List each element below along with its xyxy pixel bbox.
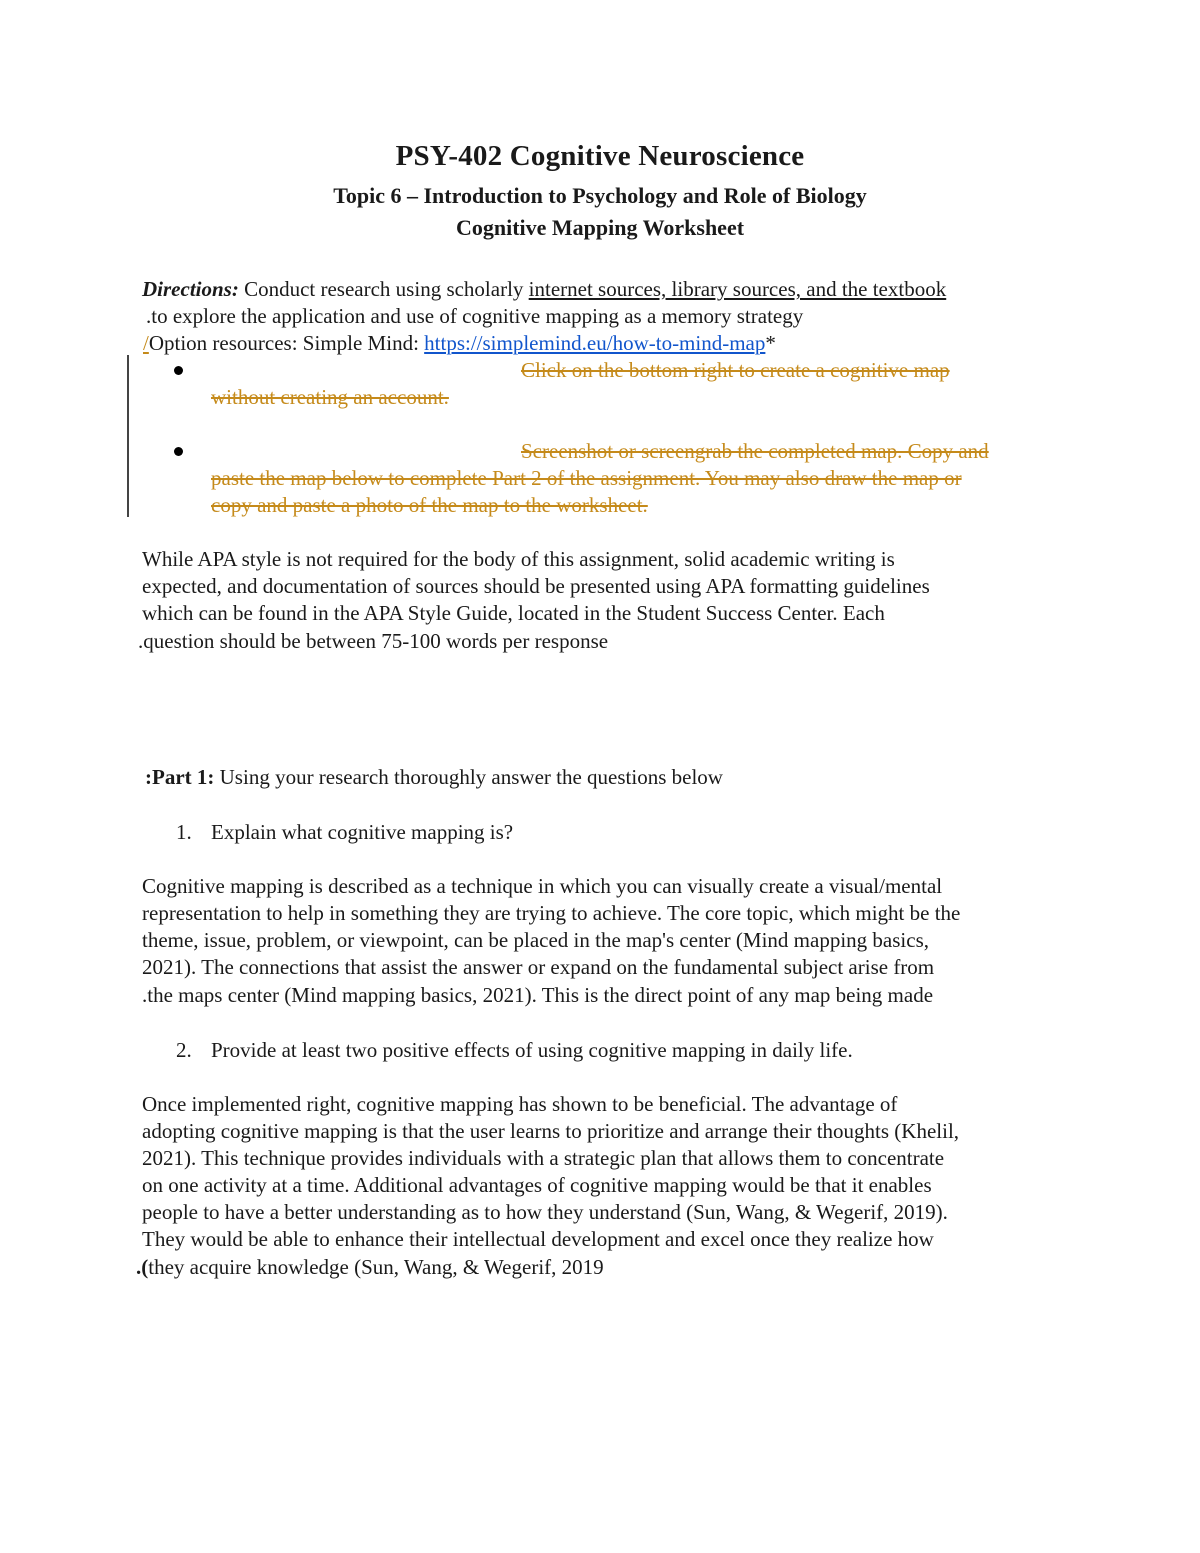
apa-note-line: which can be found in the APA Style Guide, located in the Student Success Center. Each [142, 601, 885, 625]
bullet2-line-1: Screenshot or screengrab the completed map. Copy and [521, 439, 989, 463]
answer-2-last-text: they acquire knowledge (Sun, Wang, & Wegerif, 2019 [148, 1255, 604, 1279]
directions-line-1 [142, 276, 946, 302]
answer-1-line: .the maps center (Mind mapping basics, 2021). This is the direct point of any map being made [142, 983, 934, 1007]
question-1-text: Explain what cognitive mapping is? [211, 820, 514, 844]
answer-2-line: on one activity at a time. Additional advantages of cognitive mapping would be that it enables [142, 1173, 932, 1197]
document-title: PSY-402 Cognitive Neuroscience [395, 140, 805, 172]
revision-change-bar [127, 355, 129, 517]
option-resources-line [143, 330, 776, 356]
directions-line-2: .to explore the application and use of cognitive mapping as a memory strategy [146, 304, 804, 328]
apa-note-line: .question should be between 75-100 words per response [138, 629, 609, 653]
topic-heading: Topic 6 – Introduction to Psychology and Role of Biology [333, 183, 867, 208]
answer-2-last-prefix: .( [136, 1255, 149, 1279]
answer-2-line: 2021). This technique provides individuals with a strategic plan that allows them to concentrate [142, 1146, 945, 1170]
question-2-text: Provide at least two positive effects of using cognitive mapping in daily life. [211, 1038, 853, 1062]
option-resources-asterisk: * [765, 331, 776, 355]
simplemind-link[interactable]: https://simplemind.eu/how-to-mind-map [424, 331, 766, 355]
apa-note-line: expected, and documentation of sources should be presented using APA formatting guidelines [142, 574, 930, 598]
answer-1-line: Cognitive mapping is described as a technique in which you can visually create a visual/mental [142, 874, 943, 898]
worksheet-heading: Cognitive Mapping Worksheet [455, 215, 745, 240]
question-number: 1. [176, 820, 192, 844]
apa-note-line: While APA style is not required for the body of this assignment, solid academic writing is [142, 547, 895, 571]
answer-1-line: theme, issue, problem, or viewpoint, can be placed in the map's center (Mind mapping basics, [142, 928, 929, 952]
directions-label: Directions: [142, 277, 239, 301]
bullet1-line-2: without creating an account. [211, 385, 449, 409]
part1-heading [145, 764, 723, 790]
bullet2-line-2: paste the map below to complete Part 2 of the assignment. You may also draw the map or [211, 466, 962, 490]
answer-2-line: people to have a better understanding as to how they understand (Sun, Wang, & Wegerif, 2019). [142, 1200, 948, 1224]
part1-prefix: : [145, 765, 152, 789]
bullet-dot [174, 447, 183, 456]
answer-1-line: 2021). The connections that assist the answer or expand on the fundamental subject arise from [142, 955, 935, 979]
revision-slash: / [143, 331, 149, 355]
answer-2-line: adopting cognitive mapping is that the user learns to prioritize and arrange their thoughts (Khelil, [142, 1119, 960, 1143]
part1-instructions: Using your research thoroughly answer the questions below [214, 765, 723, 789]
bullet-dot [174, 366, 183, 375]
answer-2-line: Once implemented right, cognitive mapping has shown to be beneficial. The advantage of [142, 1092, 898, 1116]
bullet1-line-1: Click on the bottom right to create a cognitive map [521, 358, 950, 382]
answer-1-line: representation to help in something they are trying to achieve. The core topic, which might be the [142, 901, 961, 925]
part1-label: Part 1: [152, 765, 215, 789]
directions-text: Conduct research using scholarly [238, 277, 529, 301]
directions-sources: internet sources, library sources, and the textbook [528, 277, 947, 301]
question-number: 2. [176, 1038, 192, 1062]
option-resources-text: Option resources: Simple Mind: [148, 331, 425, 355]
answer-2-last-line [136, 1254, 604, 1280]
bullet2-line-3: copy and paste a photo of the map to the worksheet. [211, 493, 648, 517]
answer-2-line: They would be able to enhance their intellectual development and excel once they realize how [142, 1227, 934, 1251]
